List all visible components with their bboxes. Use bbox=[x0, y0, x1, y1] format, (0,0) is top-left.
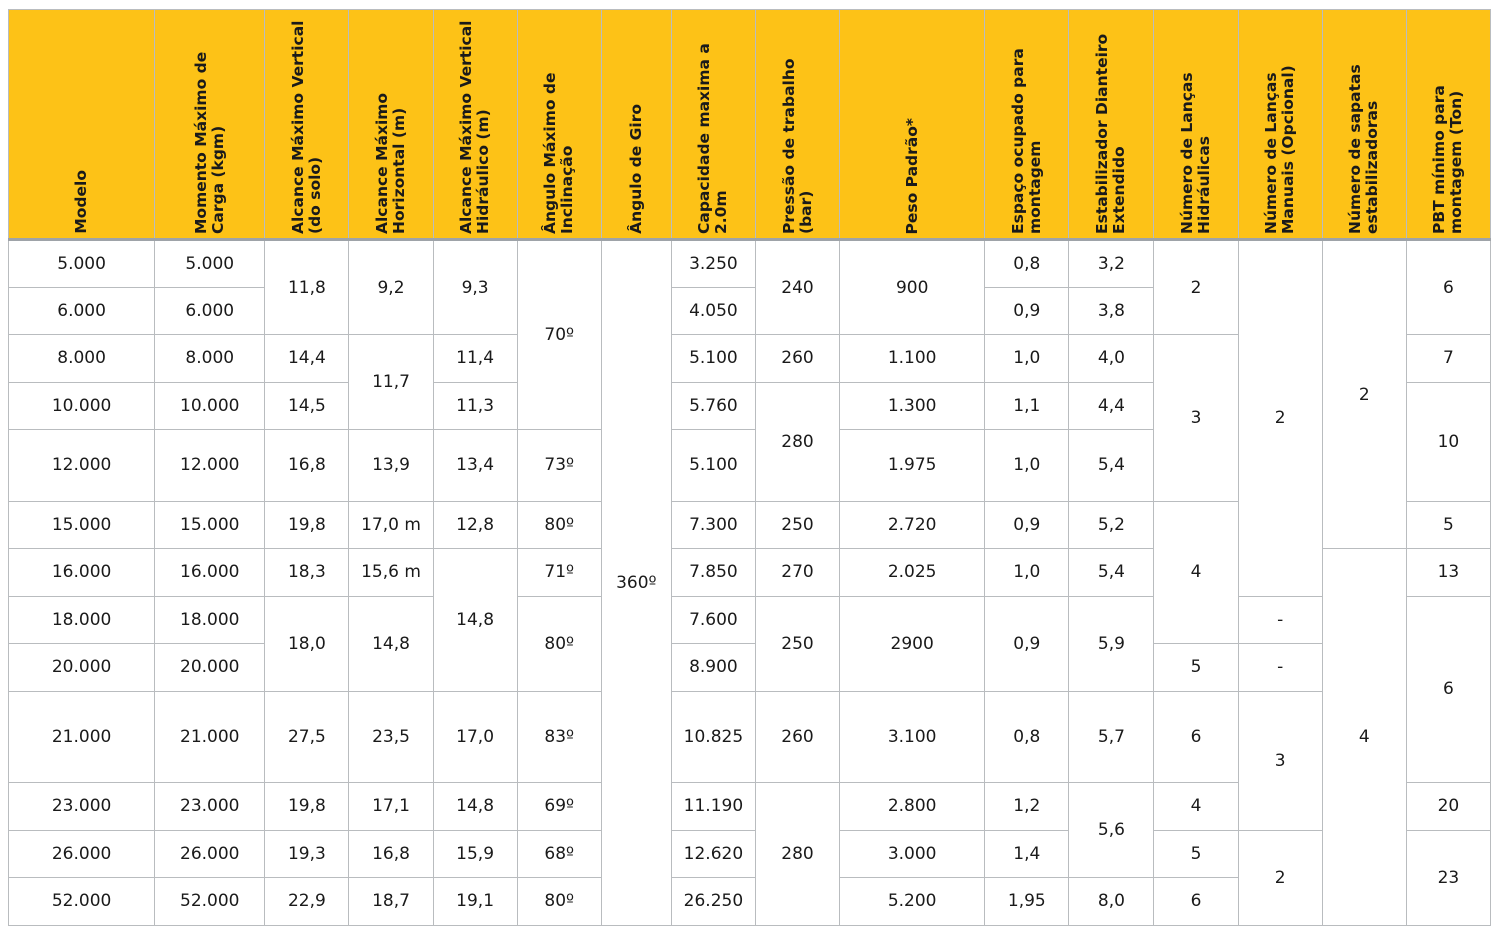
cell-peso: 900 bbox=[840, 240, 985, 335]
cell-capacidade: 3.250 bbox=[671, 240, 755, 288]
cell-alcance-vertical-solo: 22,9 bbox=[265, 878, 349, 926]
cell-estabilizador: 5,6 bbox=[1069, 783, 1154, 878]
cell-modelo: 10.000 bbox=[9, 382, 155, 430]
cell-alcance-vertical-solo: 19,8 bbox=[265, 783, 349, 831]
cell-alcance-vertical-solo: 19,8 bbox=[265, 501, 349, 549]
cell-alcance-horizontal: 16,8 bbox=[349, 830, 433, 878]
cell-alcance-vertical-solo: 18,0 bbox=[265, 596, 349, 691]
cell-peso: 5.200 bbox=[840, 878, 985, 926]
cell-angulo-inclinacao: 83º bbox=[517, 691, 601, 783]
cell-alcance-vertical-hidraulico: 9,3 bbox=[433, 240, 517, 335]
cell-capacidade: 7.600 bbox=[671, 596, 755, 644]
cell-capacidade: 8.900 bbox=[671, 644, 755, 692]
cell-lancas-hidraulicas: 4 bbox=[1154, 501, 1238, 644]
cell-angulo-inclinacao: 80º bbox=[517, 501, 601, 549]
cell-espaco: 0,9 bbox=[985, 501, 1069, 549]
cell-espaco: 0,8 bbox=[985, 240, 1069, 288]
cell-momento: 10.000 bbox=[155, 382, 265, 430]
cell-peso: 1.100 bbox=[840, 335, 985, 383]
cell-estabilizador: 8,0 bbox=[1069, 878, 1154, 926]
cell-peso: 2.025 bbox=[840, 549, 985, 597]
cell-peso: 2900 bbox=[840, 596, 985, 691]
cell-modelo: 6.000 bbox=[9, 287, 155, 335]
cell-momento: 23.000 bbox=[155, 783, 265, 831]
cell-alcance-vertical-solo: 18,3 bbox=[265, 549, 349, 597]
cell-alcance-vertical-hidraulico: 14,8 bbox=[433, 783, 517, 831]
cell-modelo: 16.000 bbox=[9, 549, 155, 597]
cell-alcance-vertical-hidraulico: 17,0 bbox=[433, 691, 517, 783]
cell-modelo: 20.000 bbox=[9, 644, 155, 692]
header-estabilizador: Estabilizador Dianteiro Extendido bbox=[1069, 10, 1154, 240]
header-lancas-manuais: Número de Lanças Manuais (Opcional) bbox=[1238, 10, 1322, 240]
cell-alcance-vertical-hidraulico: 13,4 bbox=[433, 430, 517, 502]
cell-espaco: 0,8 bbox=[985, 691, 1069, 783]
cell-lancas-manuais: 2 bbox=[1238, 830, 1322, 925]
cell-pbt: 5 bbox=[1406, 501, 1490, 549]
cell-alcance-vertical-solo: 19,3 bbox=[265, 830, 349, 878]
cell-sapatas: 2 bbox=[1322, 240, 1406, 549]
cell-alcance-vertical-hidraulico: 12,8 bbox=[433, 501, 517, 549]
cell-alcance-horizontal: 13,9 bbox=[349, 430, 433, 502]
cell-modelo: 8.000 bbox=[9, 335, 155, 383]
cell-momento: 6.000 bbox=[155, 287, 265, 335]
cell-pressao: 250 bbox=[755, 596, 839, 691]
cell-modelo: 15.000 bbox=[9, 501, 155, 549]
cell-alcance-horizontal: 17,0 m bbox=[349, 501, 433, 549]
cell-estabilizador: 5,4 bbox=[1069, 549, 1154, 597]
table-row bbox=[9, 830, 1491, 878]
cell-espaco: 1,2 bbox=[985, 783, 1069, 831]
cell-espaco: 1,0 bbox=[985, 335, 1069, 383]
cell-estabilizador: 5,7 bbox=[1069, 691, 1154, 783]
cell-lancas-hidraulicas: 6 bbox=[1154, 691, 1238, 783]
cell-momento: 15.000 bbox=[155, 501, 265, 549]
specifications-table bbox=[8, 9, 1491, 926]
cell-modelo: 5.000 bbox=[9, 240, 155, 288]
cell-pressao: 240 bbox=[755, 240, 839, 335]
cell-capacidade: 7.850 bbox=[671, 549, 755, 597]
cell-estabilizador: 3,8 bbox=[1069, 287, 1154, 335]
cell-momento: 52.000 bbox=[155, 878, 265, 926]
cell-capacidade: 5.100 bbox=[671, 335, 755, 383]
cell-pressao: 270 bbox=[755, 549, 839, 597]
cell-espaco: 1,0 bbox=[985, 549, 1069, 597]
cell-espaco: 1,4 bbox=[985, 830, 1069, 878]
header-lancas-hidraulicas: Número de Lanças Hidráulicas bbox=[1154, 10, 1238, 240]
cell-capacidade: 10.825 bbox=[671, 691, 755, 783]
cell-pbt: 7 bbox=[1406, 335, 1490, 383]
cell-lancas-manuais: - bbox=[1238, 596, 1322, 644]
cell-alcance-vertical-hidraulico: 11,3 bbox=[433, 382, 517, 430]
header-row bbox=[9, 10, 1491, 240]
cell-espaco: 1,95 bbox=[985, 878, 1069, 926]
cell-peso: 3.100 bbox=[840, 691, 985, 783]
cell-alcance-horizontal: 23,5 bbox=[349, 691, 433, 783]
cell-espaco: 0,9 bbox=[985, 596, 1069, 691]
cell-espaco: 1,0 bbox=[985, 430, 1069, 502]
cell-angulo-inclinacao: 73º bbox=[517, 430, 601, 502]
cell-capacidade: 5.760 bbox=[671, 382, 755, 430]
cell-capacidade: 26.250 bbox=[671, 878, 755, 926]
cell-peso: 3.000 bbox=[840, 830, 985, 878]
cell-lancas-manuais: - bbox=[1238, 644, 1322, 692]
cell-alcance-horizontal: 15,6 m bbox=[349, 549, 433, 597]
cell-modelo: 12.000 bbox=[9, 430, 155, 502]
cell-lancas-hidraulicas: 3 bbox=[1154, 335, 1238, 502]
cell-capacidade: 11.190 bbox=[671, 783, 755, 831]
cell-angulo-giro: 360º bbox=[601, 240, 671, 926]
cell-alcance-horizontal: 18,7 bbox=[349, 878, 433, 926]
cell-peso: 2.800 bbox=[840, 783, 985, 831]
cell-estabilizador: 5,2 bbox=[1069, 501, 1154, 549]
cell-espaco: 1,1 bbox=[985, 382, 1069, 430]
cell-alcance-vertical-hidraulico: 19,1 bbox=[433, 878, 517, 926]
cell-pressao: 260 bbox=[755, 691, 839, 783]
cell-capacidade: 4.050 bbox=[671, 287, 755, 335]
cell-momento: 20.000 bbox=[155, 644, 265, 692]
cell-pbt: 10 bbox=[1406, 382, 1490, 501]
header-angulo-giro: Ângulo de Giro bbox=[601, 10, 671, 240]
cell-angulo-inclinacao: 68º bbox=[517, 830, 601, 878]
cell-angulo-inclinacao: 80º bbox=[517, 596, 601, 691]
header-alcance-vertical-hidraulico: Alcance Máximo Vertical Hidráulico (m) bbox=[433, 10, 517, 240]
cell-sapatas: 4 bbox=[1322, 549, 1406, 926]
cell-modelo: 52.000 bbox=[9, 878, 155, 926]
cell-alcance-vertical-solo: 11,8 bbox=[265, 240, 349, 335]
cell-alcance-vertical-solo: 14,4 bbox=[265, 335, 349, 383]
cell-modelo: 21.000 bbox=[9, 691, 155, 783]
table-row bbox=[9, 644, 1491, 692]
cell-alcance-vertical-hidraulico: 15,9 bbox=[433, 830, 517, 878]
cell-angulo-inclinacao: 80º bbox=[517, 878, 601, 926]
cell-momento: 18.000 bbox=[155, 596, 265, 644]
cell-pressao: 250 bbox=[755, 501, 839, 549]
table-row bbox=[9, 596, 1491, 644]
header-capacidade: Capacidade maxima a 2.0m bbox=[671, 10, 755, 240]
cell-alcance-vertical-hidraulico: 14,8 bbox=[433, 549, 517, 692]
header-modelo: Modelo bbox=[9, 10, 155, 240]
cell-lancas-hidraulicas: 5 bbox=[1154, 644, 1238, 692]
cell-pbt: 6 bbox=[1406, 596, 1490, 783]
cell-alcance-vertical-hidraulico: 11,4 bbox=[433, 335, 517, 383]
cell-momento: 12.000 bbox=[155, 430, 265, 502]
cell-alcance-vertical-solo: 14,5 bbox=[265, 382, 349, 430]
cell-peso: 2.720 bbox=[840, 501, 985, 549]
cell-alcance-vertical-solo: 16,8 bbox=[265, 430, 349, 502]
cell-pbt: 6 bbox=[1406, 240, 1490, 335]
cell-estabilizador: 3,2 bbox=[1069, 240, 1154, 288]
cell-capacidade: 12.620 bbox=[671, 830, 755, 878]
header-alcance-vertical-solo: Alcance Máximo Vertical (do solo) bbox=[265, 10, 349, 240]
cell-lancas-hidraulicas: 2 bbox=[1154, 240, 1238, 335]
cell-lancas-manuais: 2 bbox=[1238, 240, 1322, 597]
cell-pbt: 13 bbox=[1406, 549, 1490, 597]
cell-alcance-vertical-solo: 27,5 bbox=[265, 691, 349, 783]
cell-alcance-horizontal: 14,8 bbox=[349, 596, 433, 691]
cell-modelo: 18.000 bbox=[9, 596, 155, 644]
header-peso: Peso Padrão* bbox=[840, 10, 985, 240]
cell-pbt: 20 bbox=[1406, 783, 1490, 831]
cell-peso: 1.300 bbox=[840, 382, 985, 430]
cell-peso: 1.975 bbox=[840, 430, 985, 502]
cell-pbt: 23 bbox=[1406, 830, 1490, 925]
cell-angulo-inclinacao: 69º bbox=[517, 783, 601, 831]
cell-lancas-hidraulicas: 6 bbox=[1154, 878, 1238, 926]
cell-capacidade: 5.100 bbox=[671, 430, 755, 502]
cell-momento: 21.000 bbox=[155, 691, 265, 783]
cell-pressao: 260 bbox=[755, 335, 839, 383]
cell-estabilizador: 5,4 bbox=[1069, 430, 1154, 502]
cell-angulo-inclinacao: 71º bbox=[517, 549, 601, 597]
cell-pressao: 280 bbox=[755, 783, 839, 926]
cell-pressao: 280 bbox=[755, 382, 839, 501]
cell-espaco: 0,9 bbox=[985, 287, 1069, 335]
header-espaco: Espaço ocupado para montagem bbox=[985, 10, 1069, 240]
cell-alcance-horizontal: 11,7 bbox=[349, 335, 433, 430]
cell-estabilizador: 4,4 bbox=[1069, 382, 1154, 430]
cell-momento: 8.000 bbox=[155, 335, 265, 383]
cell-angulo-inclinacao: 70º bbox=[517, 240, 601, 430]
header-sapatas: Número de sapatas estabilizadoras bbox=[1322, 10, 1406, 240]
cell-capacidade: 7.300 bbox=[671, 501, 755, 549]
table-row bbox=[9, 691, 1491, 783]
cell-momento: 16.000 bbox=[155, 549, 265, 597]
header-pbt: PBT mínimo para montagem (Ton) bbox=[1406, 10, 1490, 240]
header-alcance-horizontal: Alcance Máximo Horizontal (m) bbox=[349, 10, 433, 240]
cell-estabilizador: 4,0 bbox=[1069, 335, 1154, 383]
table-row bbox=[9, 240, 1491, 288]
header-pressao: Pressão de trabalho (bar) bbox=[755, 10, 839, 240]
cell-lancas-hidraulicas: 5 bbox=[1154, 830, 1238, 878]
cell-momento: 26.000 bbox=[155, 830, 265, 878]
header-momento: Momento Máximo de Carga (kgm) bbox=[155, 10, 265, 240]
cell-alcance-horizontal: 17,1 bbox=[349, 783, 433, 831]
cell-estabilizador: 5,9 bbox=[1069, 596, 1154, 691]
cell-alcance-horizontal: 9,2 bbox=[349, 240, 433, 335]
cell-modelo: 23.000 bbox=[9, 783, 155, 831]
header-angulo-inclinacao: Ângulo Máximo de Inclinação bbox=[517, 10, 601, 240]
cell-momento: 5.000 bbox=[155, 240, 265, 288]
cell-lancas-hidraulicas: 4 bbox=[1154, 783, 1238, 831]
cell-modelo: 26.000 bbox=[9, 830, 155, 878]
cell-lancas-manuais: 3 bbox=[1238, 691, 1322, 830]
